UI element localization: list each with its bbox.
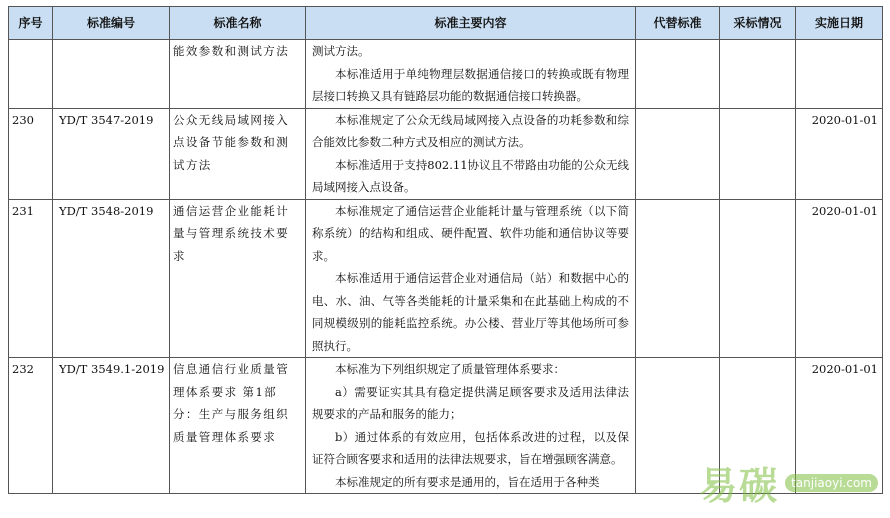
content-paragraph: b）通过体系的有效应用，包括体系改进的过程，以及保证符合顾客要求和适用的法律法规要求，旨在增强顾客满意。 <box>312 429 629 466</box>
cell-adopt <box>720 108 796 199</box>
content-paragraph: 本标准规定了公众无线局域网接入点设备的功耗参数和综合能效比参数二种方式及相应的测试方法。 <box>312 112 629 149</box>
cell-seq <box>9 40 53 109</box>
cell-name: 信息通信行业质量管理体系要求 第1部分：生产与服务组织质量管理体系要求 <box>170 358 306 494</box>
cell-seq: 230 <box>9 108 53 199</box>
watermark-logo: 易碳 <box>699 464 780 508</box>
cell-code <box>53 40 170 109</box>
content-paragraph: 本标准规定的所有要求是通用的，旨在适用于各种类 <box>335 474 600 489</box>
cell-adopt <box>720 199 796 358</box>
cell-date: 2020-01-01 <box>796 199 883 358</box>
header-seq: 序号 <box>9 7 53 40</box>
cell-code: YD/T 3549.1-2019 <box>53 358 170 494</box>
table-row <box>9 199 883 358</box>
content-paragraph: 测试方法。 <box>312 44 370 58</box>
cell-content <box>306 199 636 358</box>
cell-date <box>796 40 883 109</box>
cell-replace <box>636 40 720 109</box>
content-paragraph: 本标准适用于单纯物理层数据通信接口的转换或既有物理层接口转换又具有链路层功能的数据通信接口转换器。 <box>312 66 629 103</box>
header-adopt: 采标情况 <box>720 7 796 40</box>
content-paragraph: 本标准为下列组织规定了质量管理体系要求： <box>335 362 565 376</box>
cell-adopt <box>720 40 796 109</box>
cell-date: 2020-01-01 <box>796 358 883 494</box>
cell-name: 能效参数和测试方法 <box>170 40 306 109</box>
cell-seq: 231 <box>9 199 53 358</box>
cell-date: 2020-01-01 <box>796 108 883 199</box>
header-replace: 代替标准 <box>636 7 720 40</box>
cell-replace <box>636 199 720 358</box>
header-content: 标准主要内容 <box>306 7 636 40</box>
cell-name: 公众无线局域网接入点设备节能参数和测试方法 <box>170 108 306 199</box>
content-paragraph: a）需要证实其具有稳定提供满足顾客要求及适用法律法规要求的产品和服务的能力； <box>312 384 629 421</box>
cell-code: YD/T 3548-2019 <box>53 199 170 358</box>
table-row <box>9 40 883 109</box>
content-paragraph: 本标准规定了通信运营企业能耗计量与管理系统（以下简称系统）的结构和组成、硬件配置、软件功能和通信协议等要求。 <box>312 203 629 263</box>
cell-name: 通信运营企业能耗计量与管理系统技术要求 <box>170 199 306 358</box>
header-name: 标准名称 <box>170 7 306 40</box>
watermark <box>699 455 878 510</box>
header-row <box>9 7 883 40</box>
content-paragraph: 本标准适用于通信运营企业对通信局（站）和数据中心的电、水、油、气等各类能耗的计量采集和在此基础上构成的不同规模级别的能耗监控系统。办公楼、营业厅等其他场所可参照执行。 <box>312 271 629 353</box>
watermark-site: tanjiaoyi.com <box>785 474 878 492</box>
table-row <box>9 108 883 199</box>
standards-table <box>8 6 883 494</box>
cell-seq: 232 <box>9 358 53 494</box>
cell-code: YD/T 3547-2019 <box>53 108 170 199</box>
cell-content <box>306 108 636 199</box>
header-date: 实施日期 <box>796 7 883 40</box>
content-paragraph: 本标准适用于支持802.11协议且不带路由功能的公众无线局域网接入点设备。 <box>312 157 629 194</box>
header-code: 标准编号 <box>53 7 170 40</box>
cell-content <box>306 40 636 109</box>
cell-replace <box>636 108 720 199</box>
table-body <box>9 40 883 494</box>
cell-content <box>306 358 636 494</box>
